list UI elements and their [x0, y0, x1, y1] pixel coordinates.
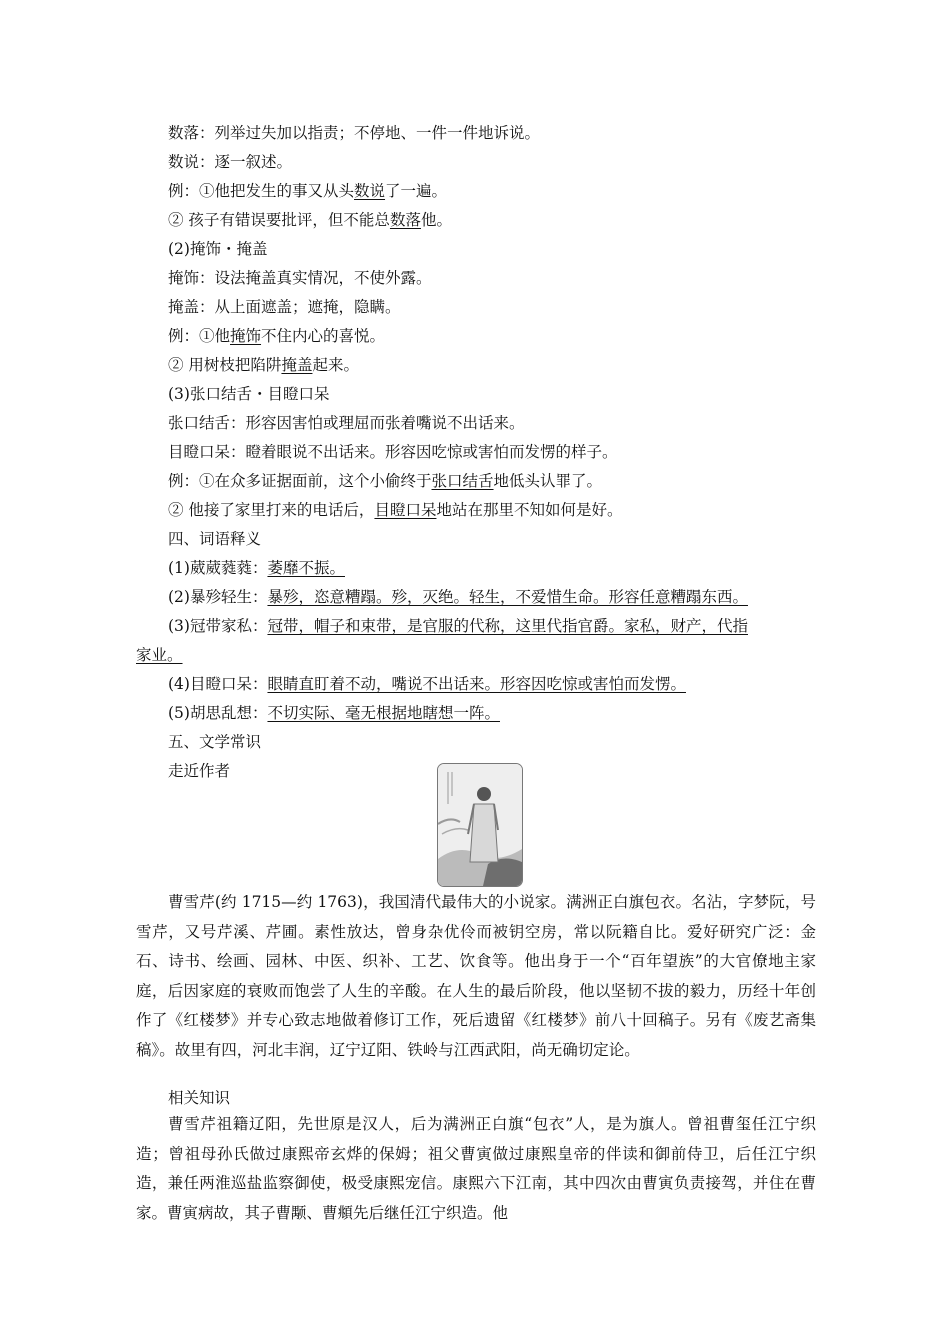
example-2: ② 孩子有错误要批评，但不能总数落他。: [168, 211, 452, 229]
term-4-answer: 眼睛直盯着不动，嘴说不出话来。形容因吃惊或害怕而发愣。: [267, 675, 686, 693]
example-6: ② 他接了家里打来的电话后，目瞪口呆地站在那里不知如何是好。: [168, 501, 623, 519]
yanshi-definition: 掩饰：设法掩盖真实情况，不使外露。: [168, 269, 432, 287]
pair-3-title: (3)张口结舌・目瞪口呆: [168, 385, 330, 403]
example-6-word: 目瞪口呆: [374, 501, 437, 519]
author-paragraph: 曹雪芹(约 1715—约 1763)，我国清代最伟大的小说家。满洲正白旗包衣。名沾，字梦阮，号雪芹，又号芹溪、芹圃。素性放达，曾身杂优伶而被钥空房，常以阮籍自比。爱好研究广泛：金石、诗书、绘画、园林、中医、织补、工艺、饮食等。他出身于一个“百年望族”的大官僚地主家庭，后因家庭的衰败而饱尝了人生的辛酸。在人生的最后阶段，他以坚韧不拔的毅力，历经十年创作了《红楼梦》并专心致志地做着修订工作，死后遗留《红楼梦》前八十回稿子。另有《废艺斋集稿》。故里有四，河北丰润，辽宁辽阳、铁岭与江西武阳，尚无确切定论。: [136, 893, 816, 1059]
example-3-word: 掩饰: [230, 327, 262, 345]
yangai-definition: 掩盖：从上面遮盖；遮掩，隐瞒。: [168, 298, 401, 316]
related-heading: 相关知识: [168, 1089, 231, 1107]
term-3-continuation: 家业。: [136, 646, 183, 664]
term-2: (2)暴殄轻生：暴殄，恣意糟蹋。殄，灭绝。轻生，不爱惜生命。形容任意糟蹋东西。: [168, 588, 748, 606]
related-paragraph: 曹雪芹祖籍辽阳，先世原是汉人，后为满洲正白旗“包衣”人，是为旗人。曾祖曹玺任江宁织造；曾祖母孙氏做过康熙帝玄烨的保姆；祖父曹寅做过康熙皇帝的伴读和御前侍卫，后任江宁织造，兼任两淮巡盐监察御使，极受康熙宠信。康熙六下江南，其中四次由曹寅负责接驾，并住在曹家。曹寅病故，其子曹颙、曹頫先后继任江宁织造。他: [136, 1115, 816, 1222]
term-4: (4)目瞪口呆：眼睛直盯着不动，嘴说不出话来。形容因吃惊或害怕而发愣。: [168, 675, 686, 693]
shushuo-definition: 数说：逐一叙述。: [168, 153, 293, 171]
pair-2-title: (2)掩饰・掩盖: [168, 240, 268, 258]
term-1: (1)葳葳蕤蕤：萎靡不振。: [168, 559, 345, 577]
zhangkou-definition: 张口结舌：形容因害怕或理屈而张着嘴说不出话来。: [168, 414, 525, 432]
example-1: 例：①他把发生的事又从头数说了一遍。: [168, 182, 448, 200]
example-1-word: 数说: [354, 182, 386, 200]
author-portrait: [437, 763, 523, 887]
term-3: (3)冠带家私：冠带，帽子和束带，是官服的代称，这里代指官爵。家私，财产，代指: [168, 617, 748, 635]
example-4-word: 掩盖: [281, 356, 313, 374]
section-5-heading: 五、文学常识: [168, 733, 262, 751]
example-5: 例：①在众多证据面前，这个小偷终于张口结舌地低头认罪了。: [168, 472, 603, 490]
section-4-heading: 四、词语释义: [168, 530, 262, 548]
term-3-answer: 冠带，帽子和束带，是官服的代称，这里代指官爵。家私，财产，代指: [267, 617, 748, 635]
term-1-answer: 萎靡不振。: [267, 559, 345, 577]
shuluo-definition: 数落：列举过失加以指责；不停地、一件一件地诉说。: [168, 124, 541, 142]
example-4: ② 用树枝把陷阱掩盖起来。: [168, 356, 359, 374]
mudeng-definition: 目瞪口呆：瞪着眼说不出话来。形容因吃惊或害怕而发愣的样子。: [168, 443, 618, 461]
term-5-answer: 不切实际、毫无根据地瞎想一阵。: [267, 704, 500, 722]
example-3: 例：①他掩饰不住内心的喜悦。: [168, 327, 386, 345]
example-5-word: 张口结舌: [431, 472, 494, 490]
term-5: (5)胡思乱想：不切实际、毫无根据地瞎想一阵。: [168, 704, 500, 722]
author-heading: 走近作者: [168, 762, 231, 780]
term-2-answer: 暴殄，恣意糟蹋。殄，灭绝。轻生，不爱惜生命。形容任意糟蹋东西。: [267, 588, 748, 606]
example-2-word: 数落: [389, 211, 421, 229]
